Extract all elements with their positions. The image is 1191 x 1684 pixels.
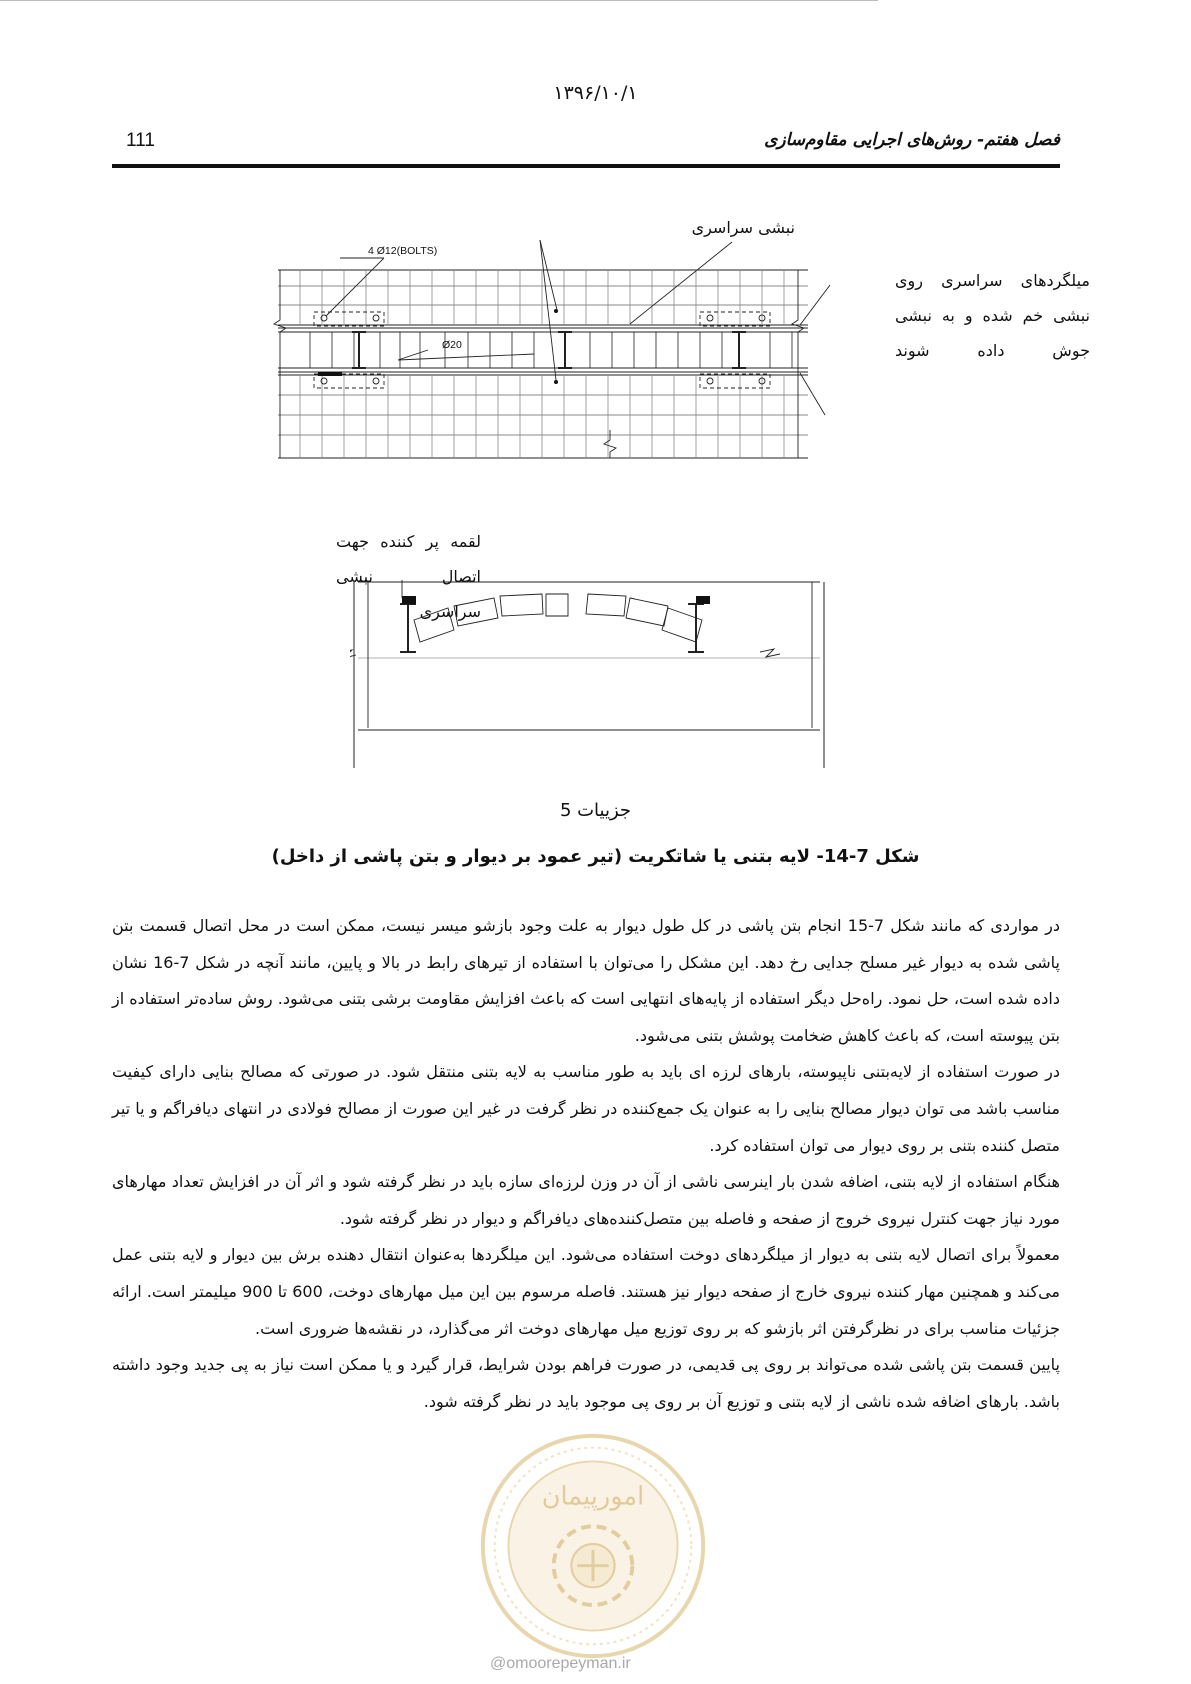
figure-caption: شکل 7-14- لایه بتنی یا شاتکریت (تیر عمود بر دیوار و بتن پاشی از داخل) bbox=[271, 846, 920, 867]
arched-blocks bbox=[414, 594, 702, 642]
body-text bbox=[112, 908, 1060, 1420]
filler-plate-right bbox=[696, 596, 710, 604]
detail-label: جزییات 5 bbox=[559, 800, 632, 821]
continuous-angle-callout: نبشی سراسری bbox=[691, 218, 795, 237]
rebars-callout-line: میلگردهای سراسری روی bbox=[895, 271, 1090, 290]
paragraph: پایین قسمت بتن پاشی شده می‌تواند بر روی پی قدیمی، در صورت فراهم بودن شرایط، قرار گیرد و یا ممکن است نیاز به پی جدید وجود داشته باشد. بارهای اضافه شده ناشی از لایه بتنی و توزیع آن بر روی پی موجود باید در نظر گرفته شود. bbox=[112, 1355, 1060, 1411]
bar-label: Ø20 bbox=[442, 339, 462, 351]
rebars-callout-line: نبشی خم شده و به نبشی bbox=[895, 306, 1090, 325]
watermark-seal-text: امورپیمان bbox=[541, 1481, 645, 1512]
page-date: ۱۳۹۶/۱۰/۱ bbox=[553, 82, 638, 104]
paragraph: هنگام استفاده از لایه بتنی، اضافه شدن بار اینرسی ناشی از آن در وزن لرزه‌ای سازه باید در نظر گرفته شود و اثر آن در افزایش تعداد مهارهای مورد نیاز جهت کنترل نیروی خروج از صفحه و فاصله بین متصل‌کننده‌های دیافراگم و دیوار در نظر گرفته شود. bbox=[112, 1172, 1060, 1228]
filler-plate-callout-line: لقمه پر کننده جهت bbox=[336, 532, 481, 551]
paragraph: در صورت استفاده از لایه‌بتنی ناپیوسته، بارهای لرزه ای باید به طور مناسب به لایه بتنی منتقل شود. در صورتی که مصالح بنایی دارای کیفیت مناسب باشد می توان دیوار مصالح بنایی را به عنوان یک جمع‌کننده در نظر گرفت در غیر این صورت از مصالح فولادی در انتهای دیافراگم و یا تیر متصل کننده بتنی بر روی دیوار می توان استفاده کرد. bbox=[112, 1062, 1060, 1155]
figure-14 bbox=[0, 0, 1191, 800]
top-rule bbox=[0, 0, 878, 1]
section-view-drawing bbox=[350, 568, 830, 778]
chapter-title: فصل هفتم- روش‌های اجرایی مقاوم‌سازی bbox=[764, 130, 1060, 150]
filler-plate-callout-line: اتصال نبشی سراسری bbox=[336, 567, 481, 621]
rebars-callout bbox=[895, 263, 1090, 368]
page-number: 111 bbox=[126, 130, 155, 151]
concrete-layer-band bbox=[278, 328, 808, 372]
filler-plate-left bbox=[402, 596, 416, 604]
header-rule bbox=[112, 164, 1060, 168]
paragraph: در مواردی که مانند شکل 7-15 انجام بتن پاشی در کل طول دیوار به علت وجود بازشو میسر نیست، ممکن است در محل اتصال قسمت بتن پاشی شده به دیوار غیر مسلح جدایی رخ دهد. این مشکل را می‌توان با استفاده از تیرهای رابط در بالا و پایین، مانند آنچه در شکل 7-16 نشان داده شده است، حل نمود. راه‌حل دیگر استفاده از پایه‌های انتهایی است که باعث افزایش مقاومت برشی بتنی می‌شود. روش ساده‌تر استفاده از بتن پیوسته است، که باعث کاهش ضخامت پوشش بتنی می‌شود. bbox=[112, 916, 1061, 1045]
rebars-callout-line: جوش داده شوند bbox=[895, 341, 1090, 360]
i-beams bbox=[352, 332, 746, 368]
section-i-beams bbox=[400, 604, 704, 652]
running-header bbox=[112, 122, 1060, 162]
filler-plate-mark bbox=[318, 372, 342, 376]
watermark-url: @omoorepeyman.ir bbox=[490, 1655, 631, 1672]
section-break-lines bbox=[350, 649, 780, 658]
masonry-wall-lower bbox=[278, 375, 808, 458]
break-lines bbox=[274, 270, 804, 458]
weld-dots bbox=[554, 309, 558, 384]
bolts-label: 4 Ø12(BOLTS) bbox=[368, 245, 438, 257]
watermark-seal bbox=[475, 1428, 711, 1664]
masonry-wall-upper bbox=[278, 270, 808, 325]
plan-view-drawing bbox=[270, 230, 890, 520]
paragraph: معمولاً برای اتصال لایه بتنی به دیوار از میلگردهای دوخت استفاده می‌شود. این میلگردها به‌عنوان انتقال دهنده برش بین دیوار و لایه بتنی عمل می‌کند و همچنین مهار کننده نیروی خارج از صفحه دیوار نیز هستند. فاصله مرسوم بین این میل مهارهای دوخت، 600 تا 900 میلیمتر است. ارائه جزئیات مناسب برای در نظرگرفتن اثر بازشو که بر روی توزیع میل مهارهای دوخت اثر می‌گذارد، در نقشه‌ها ضروری است. bbox=[112, 1245, 1061, 1338]
